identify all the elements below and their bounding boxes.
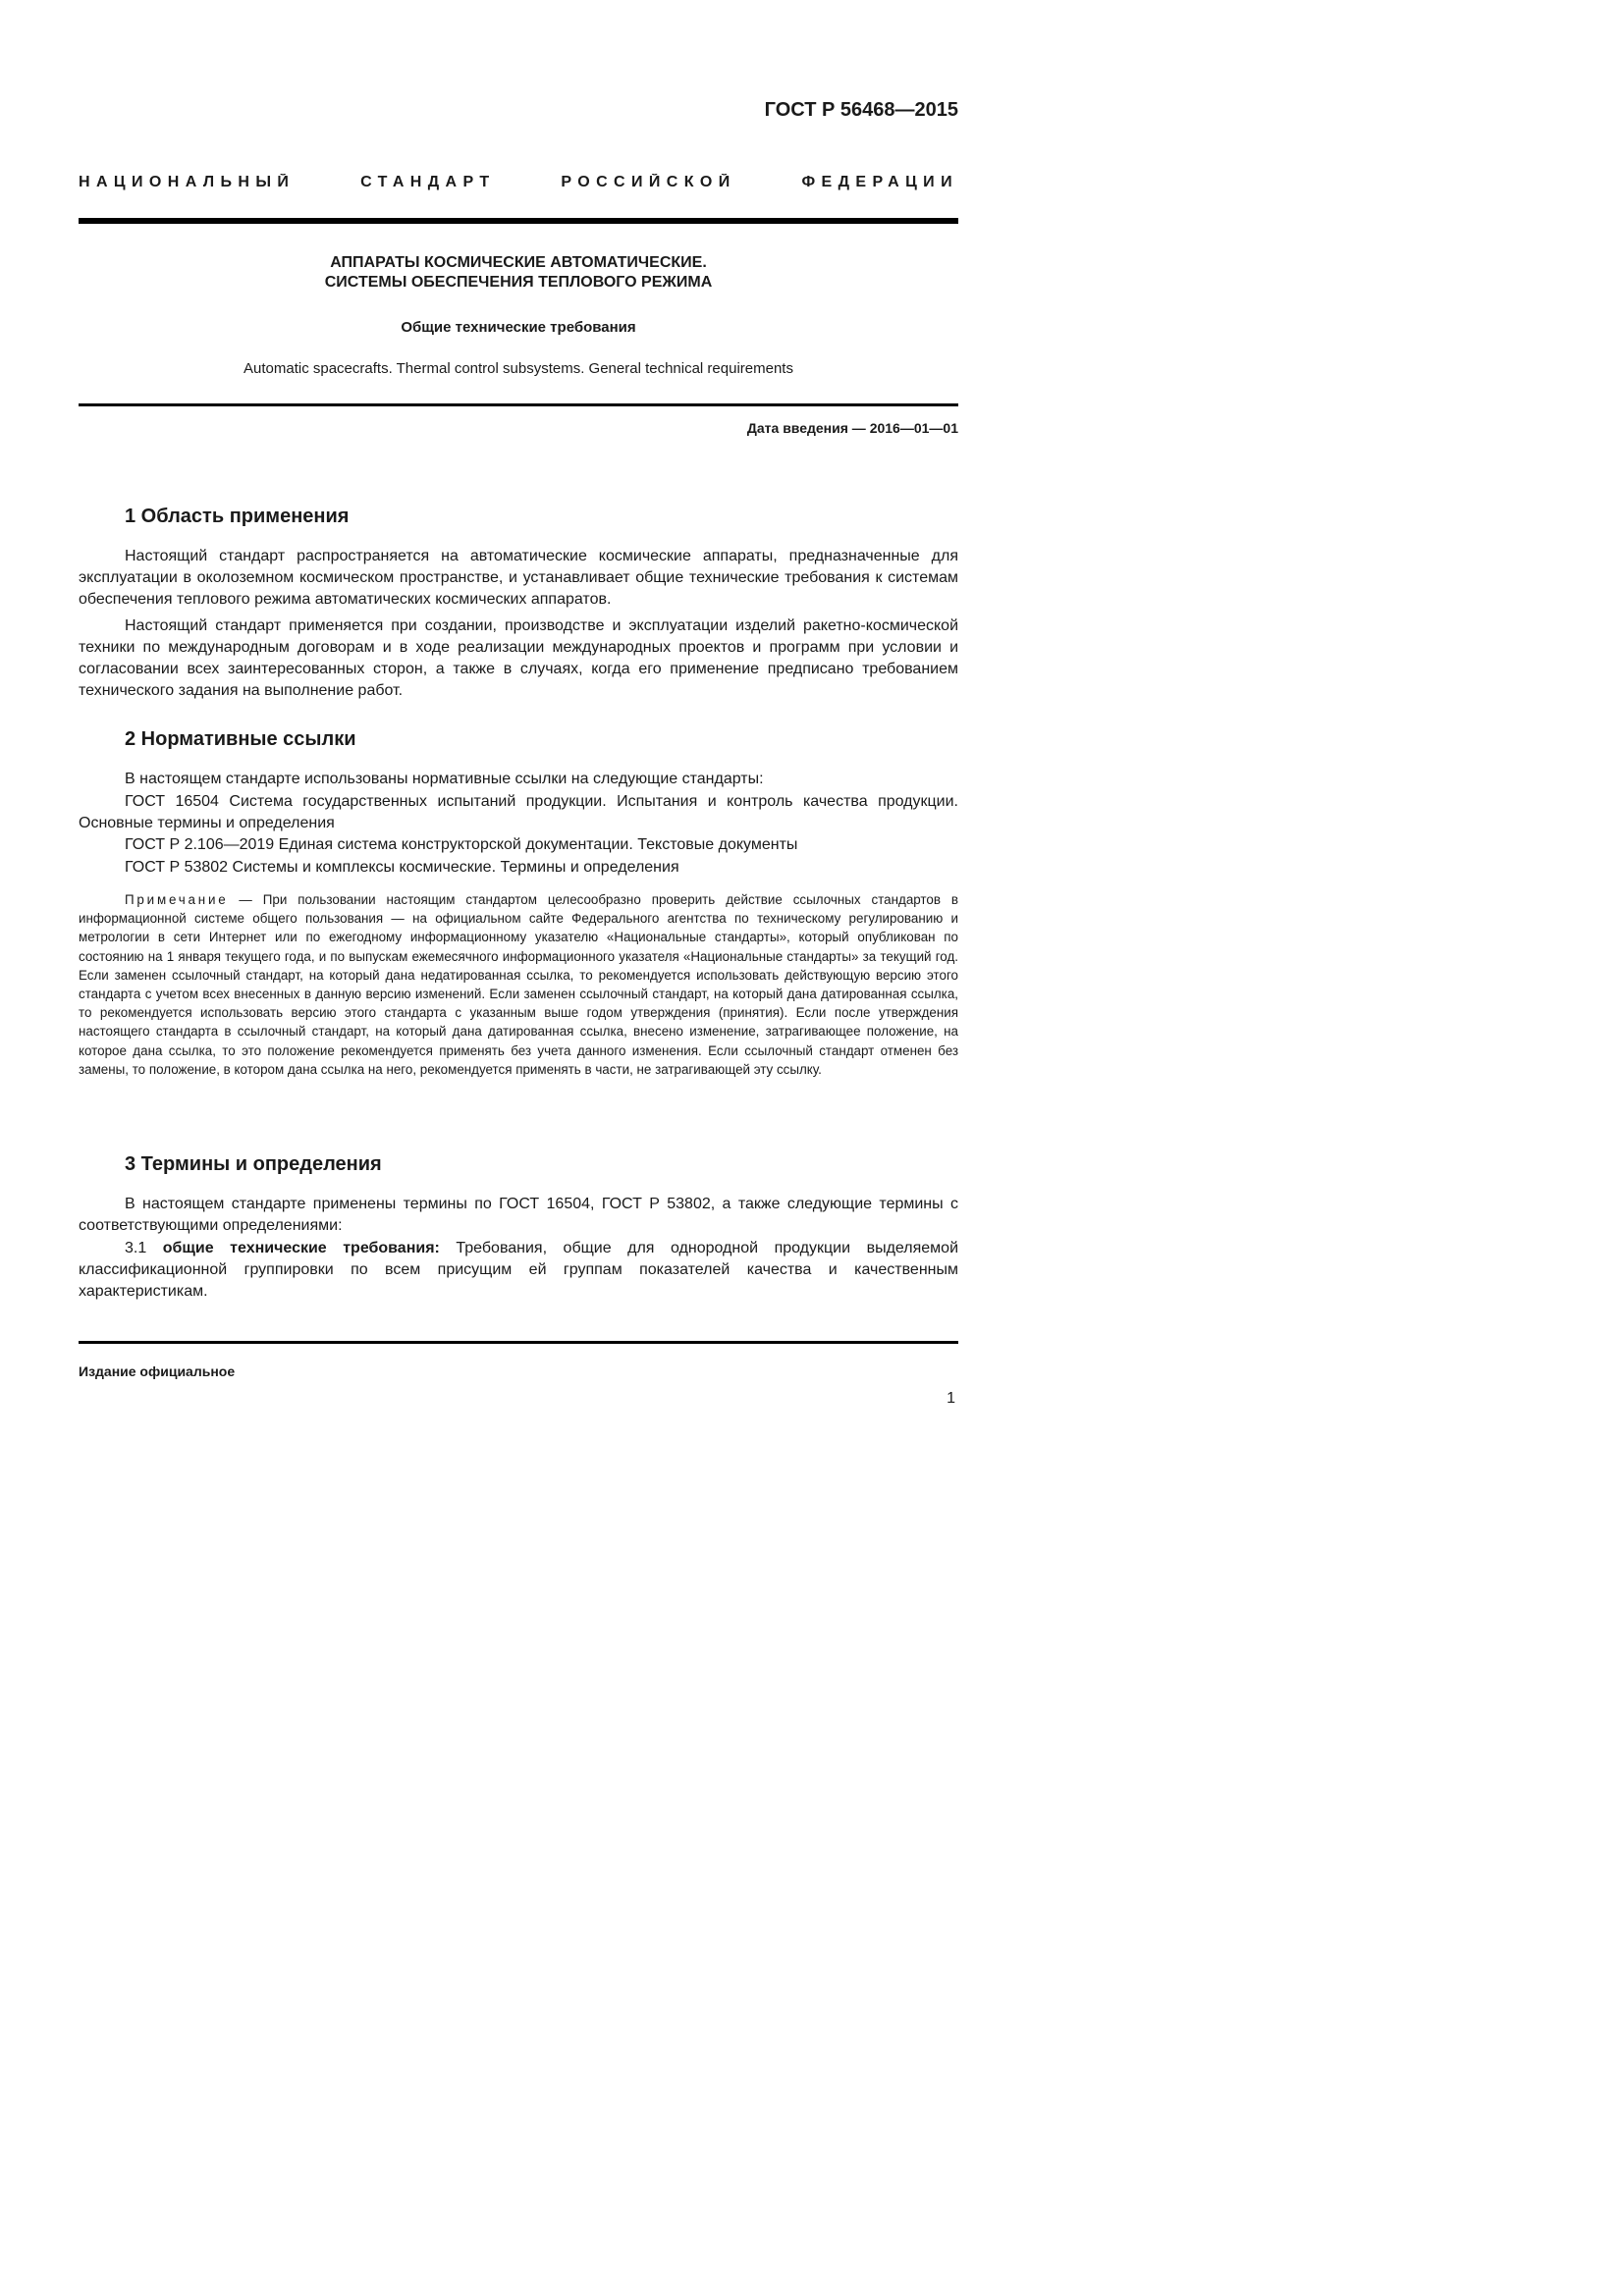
document-page — [0, 0, 1080, 1527]
introduction-date: Дата введения — 2016—01—01 — [746, 420, 958, 436]
title-line-1: АППАРАТЫ КОСМИЧЕСКИЕ АВТОМАТИЧЕСКИЕ. — [330, 254, 707, 271]
english-title: Automatic spacecrafts. Thermal control subsystems. General technical requirements — [244, 360, 793, 377]
document-subtitle: Общие технические требования — [401, 319, 636, 336]
title-divider — [79, 403, 958, 406]
document-title — [79, 253, 958, 293]
section-1-paragraph-1: Настоящий стандарт распространяется на автоматические космические аппараты, предназначенные для эксплуатации в околоземном космическом пространстве, и устанавливает общие технические требования к системам обеспечения теплового режима автоматических космических аппаратов. — [79, 548, 958, 608]
section-1-paragraph-2: Настоящий стандарт применяется при создании, производстве и эксплуатации изделий ракетно-космической техники по международным договорам и в ходе реализации международных проектов и программ при условии и согласовании всех заинтересованных сторон, а также в случаях, когда его применение предписано требованием технического задания на выполнение работ. — [79, 617, 958, 699]
reference-item: ГОСТ Р 53802 Системы и комплексы космические. Термины и определения — [125, 859, 679, 876]
section-2-intro: В настоящем стандарте использованы нормативные ссылки на следующие стандарты: — [125, 771, 764, 787]
section-1-heading: 1 Область применения — [125, 506, 350, 527]
term-definition-text: Требования, общие для однородной продукции выделяемой классификационной группировки по всем присущим ей группам показателей качества и качественным характеристикам. — [79, 1240, 959, 1300]
national-standard-header: НАЦИОНАЛЬНЫЙ СТАНДАРТ РОССИЙСКОЙ ФЕДЕРАЦИИ — [79, 174, 958, 190]
reference-item: ГОСТ Р 2.106—2019 Единая система конструкторской документации. Текстовые документы — [125, 836, 798, 853]
section-2-note — [79, 890, 958, 1079]
note-label: Примечание — [125, 892, 229, 907]
note-text: — При пользовании настоящим стандартом целесообразно проверить действие ссылочных стандартов в информационной системе общего пользования — на официальном сайте Федерального агентства по техническому регулированию и метрологии в сети Интернет или по ежегодному информационному указателю «Национальные стандарты», который опубликован по состоянию на 1 января текущего года, и по выпускам ежемесячного информационного указателя «Национальные стандарты» за текущий год. Если заменен ссылочный стандарт, на который дана недатированная ссылка, то рекомендуется использовать действующую версию этого стандарта с учетом всех внесенных в данную версию изменений. Если заменен ссылочный стандарт, на который дана датированная ссылка, то рекомендуется использовать версию этого стандарта с указанным выше годом утверждения (принятия). Если после утверждения настоящего стандарта в ссылочный стандарт, на который дана датированная ссылка, внесено изменение, затрагивающее положение, на которое дана ссылка, то это положение рекомендуется применять без учета данного изменения. Если ссылочный стандарт отменен без замены, то положение, в котором дана ссылка на него, рекомендуется применять в части, не затрагивающей эту ссылку. — [79, 892, 958, 1077]
term-definition — [79, 1238, 958, 1303]
section-2-heading: 2 Нормативные ссылки — [125, 728, 356, 750]
page-number: 1 — [947, 1390, 955, 1407]
title-line-2: СИСТЕМЫ ОБЕСПЕЧЕНИЯ ТЕПЛОВОГО РЕЖИМА — [324, 274, 713, 291]
official-edition-label: Издание официальное — [79, 1363, 236, 1379]
reference-item: ГОСТ 16504 Система государственных испытаний продукции. Испытания и контроль качества продукции. Основные термины и определения — [79, 793, 958, 831]
doc-number: ГОСТ Р 56468—2015 — [764, 99, 958, 121]
term-name: общие технические требования: — [162, 1240, 440, 1256]
section-3-heading: 3 Термины и определения — [125, 1153, 382, 1175]
footer-divider — [79, 1341, 958, 1344]
term-number: 3.1 — [125, 1240, 163, 1256]
section-3-intro: В настоящем стандарте применены термины по ГОСТ 16504, ГОСТ Р 53802, а также следующие термины с соответствующими определениями: — [79, 1196, 958, 1234]
header-divider — [79, 218, 958, 224]
